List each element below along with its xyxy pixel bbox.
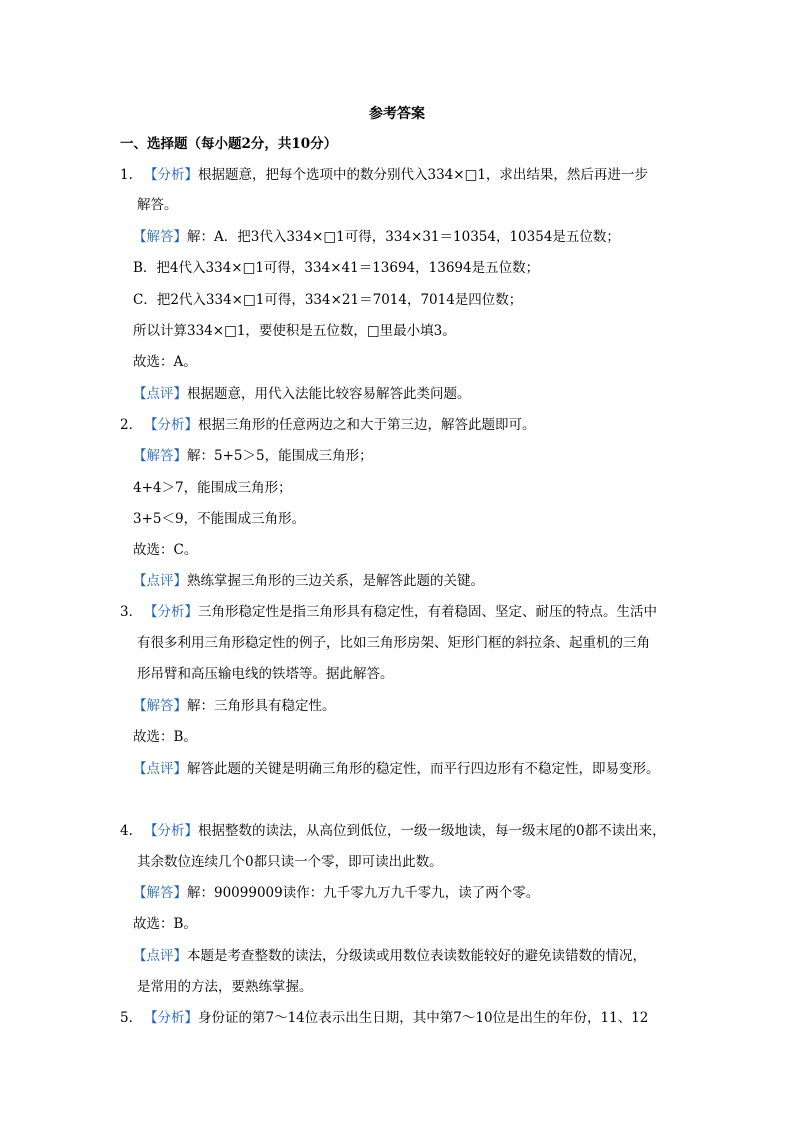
q3-analysis-line-1 [120,602,657,622]
q3-comment [133,759,660,779]
q1-solution-line-b: B．把4代入334×□1可得，334×41＝13694，13694是五位数； [133,260,540,276]
q4-analysis-line-2: 其余数位连续几个0都只读一个零，即可读出此数。 [137,854,443,870]
page-title: 参考答案 [369,106,425,122]
q3-analysis-text: 三角形稳定性是指三角形具有稳定性，有着稳固、坚定、耐压的特点。生活中 [198,604,657,620]
q5-analysis [120,1008,648,1028]
q4-answer: 故选：B。 [133,916,197,932]
comment-tag: 【点评】 [133,573,187,589]
q1-number: 1． [120,167,143,183]
q2-comment [133,571,484,591]
solution-tag: 【解答】 [133,698,187,714]
q2-answer: 故选：C。 [133,542,198,558]
q1-solution-text: 解：A．把3代入334×□1可得，334×31＝10354，10354是五位数； [187,229,620,245]
q2-solution-line-2: 4+4＞7，能围成三角形； [133,480,292,496]
q1-analysis-line-1 [120,165,648,185]
solution-tag: 【解答】 [133,229,187,245]
q3-comment-text: 解答此题的关键是明确三角形的稳定性，而平行四边形有不稳定性，即易变形。 [187,761,660,777]
analysis-tag: 【分析】 [144,417,198,433]
q5-analysis-text: 身份证的第7～14位表示出生日期，其中第7～10位是出生的年份，11、12 [198,1010,649,1026]
comment-tag: 【点评】 [133,948,187,964]
q1-answer: 故选：A。 [133,354,197,370]
q4-solution [133,883,539,903]
solution-tag: 【解答】 [133,885,187,901]
q1-comment [133,384,471,404]
q2-number: 2． [120,417,143,433]
q4-analysis-text: 根据整数的读法，从高位到低位，一级一级地读，每一级末尾的0都不读出来， [198,823,666,839]
q3-solution [133,696,336,716]
q1-solution-line-c: C．把2代入334×□1可得，334×21＝7014，7014是四位数； [133,292,523,308]
q2-solution [133,446,373,466]
q1-solution [133,227,620,247]
comment-tag: 【点评】 [133,386,187,402]
q4-comment-line-2: 是常用的方法，要熟练掌握。 [137,979,313,995]
q1-analysis-text: 根据题意，把每个选项中的数分别代入334×□1，求出结果，然后再进一步 [198,167,648,183]
q4-comment-line-1 [133,946,646,966]
analysis-tag: 【分析】 [144,823,198,839]
q2-analysis [120,415,536,435]
q1-analysis-line-2: 解答。 [137,197,178,213]
q1-solution-conclusion: 所以计算334×□1，要使积是五位数，□里最小填3。 [133,323,456,339]
q5-number: 5． [120,1010,143,1026]
q4-comment-text: 本题是考查整数的读法，分级读或用数位表读数能较好的避免读错数的情况， [187,948,646,964]
q3-analysis-line-3: 形吊臂和高压输电线的铁塔等。据此解答。 [137,666,394,682]
q4-analysis-line-1 [120,821,666,841]
q4-number: 4． [120,823,143,839]
q3-number: 3． [120,604,143,620]
comment-tag: 【点评】 [133,761,187,777]
q2-solution-text: 解：5+5＞5，能围成三角形； [187,448,373,464]
q2-analysis-text: 根据三角形的任意两边之和大于第三边，解答此题即可。 [198,417,536,433]
analysis-tag: 【分析】 [144,167,198,183]
q4-solution-text: 解：90099009读作：九千零九万九千零九，读了两个零。 [187,885,540,901]
q1-comment-text: 根据题意，用代入法能比较容易解答此类问题。 [187,386,471,402]
q2-solution-line-3: 3+5＜9，不能围成三角形。 [133,511,306,527]
analysis-tag: 【分析】 [144,1010,198,1026]
solution-tag: 【解答】 [133,448,187,464]
section-heading: 一、选择题（每小题2分，共10分） [120,136,338,152]
q3-solution-text: 解：三角形具有稳定性。 [187,698,336,714]
q2-comment-text: 熟练掌握三角形的三边关系，是解答此题的关键。 [187,573,484,589]
q3-analysis-line-2: 有很多利用三角形稳定性的例子，比如三角形房架、矩形门框的斜拉条、起重机的三角 [137,635,650,651]
analysis-tag: 【分析】 [144,604,198,620]
q3-answer: 故选：B。 [133,729,197,745]
